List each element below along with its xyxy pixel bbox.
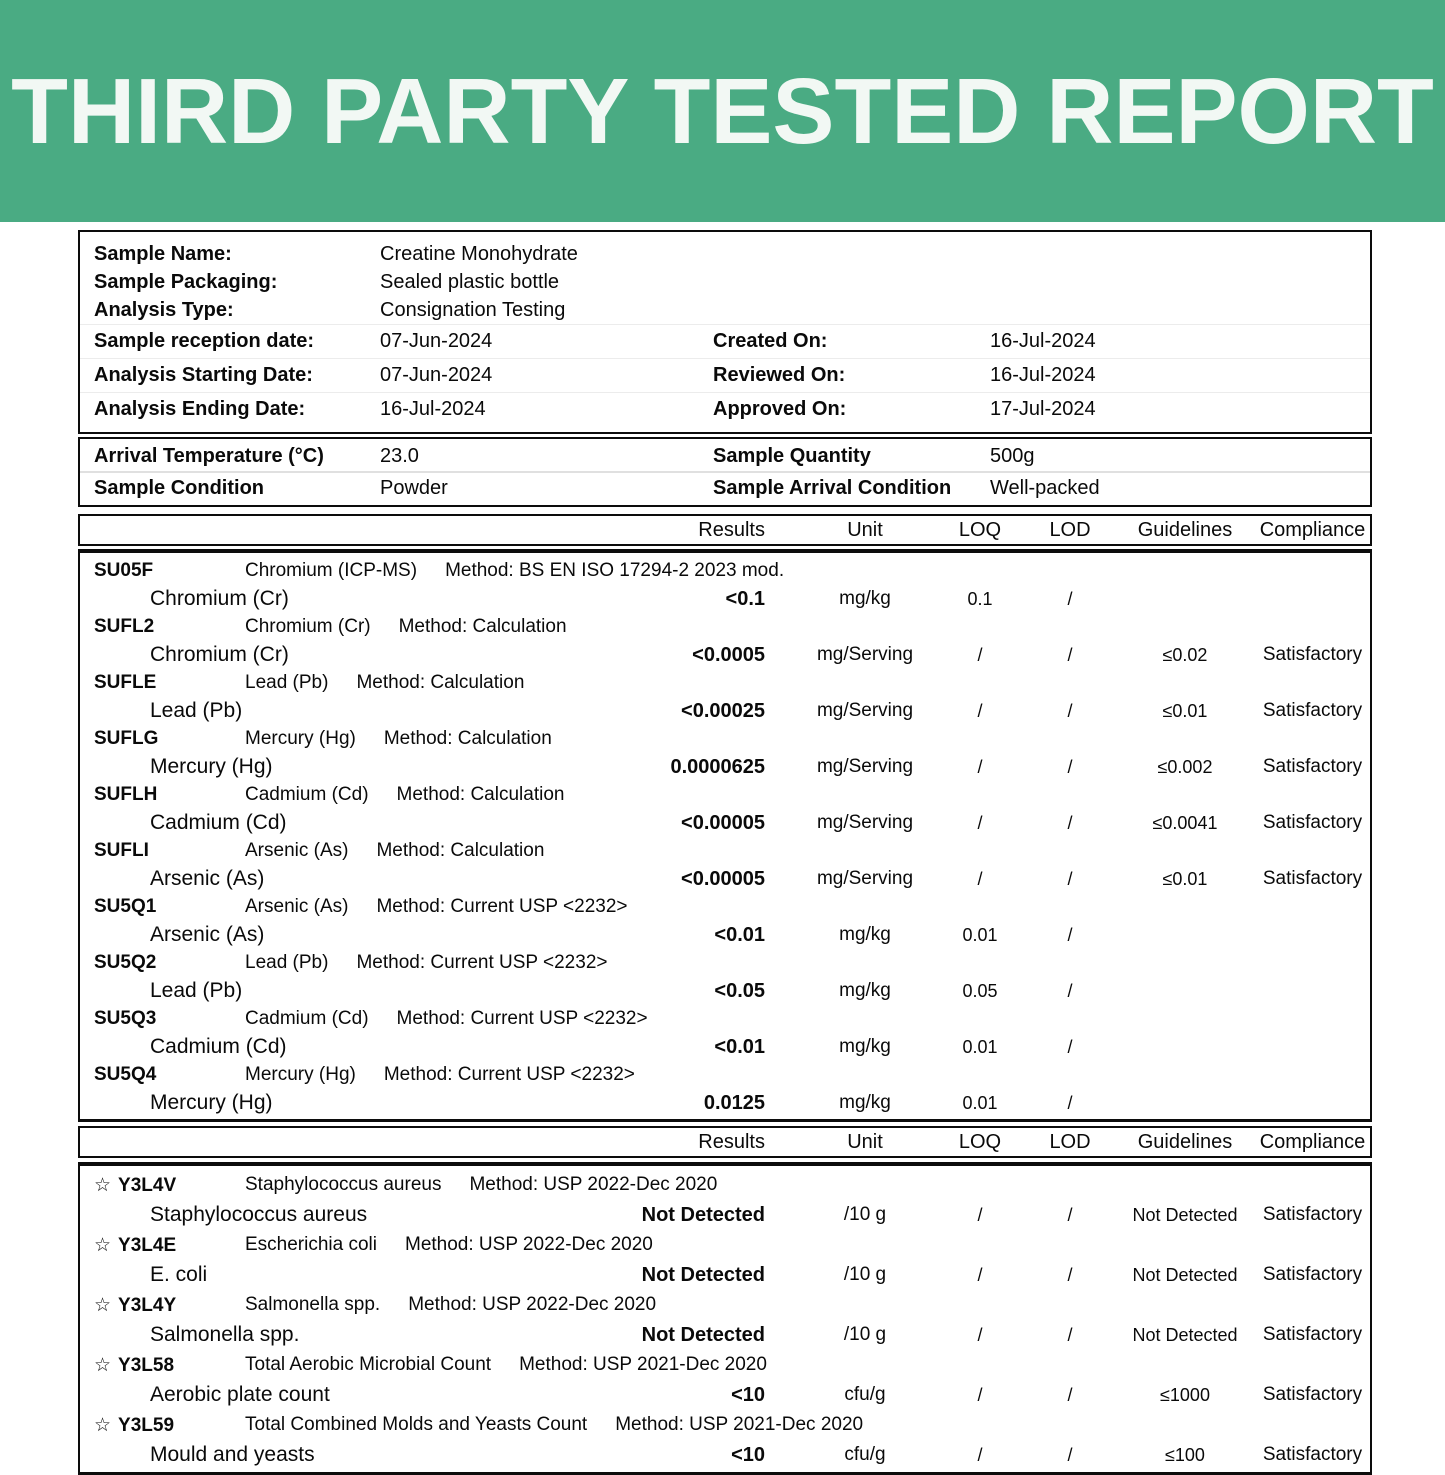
star-icon: ☆ — [94, 1174, 112, 1196]
microbiology-table — [78, 1162, 1372, 1475]
loq-value: / — [977, 756, 983, 777]
test-method: Method: Current USP <2232> — [356, 952, 608, 973]
result-value: <0.00025 — [681, 699, 765, 722]
test-code-cell — [94, 1234, 245, 1257]
test-result-row — [80, 1033, 1370, 1061]
test-method-row — [80, 781, 1370, 809]
info-value: 07-Jun-2024 — [380, 330, 493, 352]
unit-value: mg/kg — [839, 1036, 891, 1057]
test-result-row — [80, 1320, 1370, 1350]
sample-info-simple-rows — [80, 240, 1370, 324]
compliance-value: Satisfactory — [1262, 868, 1363, 889]
result-value: <0.1 — [725, 587, 765, 610]
info-label: Sample Packaging: — [94, 270, 278, 293]
lod-value: / — [1067, 1444, 1073, 1465]
unit-value: /10 g — [843, 1324, 887, 1345]
lod-value: / — [1067, 1204, 1073, 1225]
info-value: 500g — [990, 444, 1035, 467]
test-method-row — [80, 1005, 1370, 1033]
condition-row — [80, 471, 1370, 503]
guideline-value: ≤0.02 — [1162, 644, 1208, 665]
guideline-value: Not Detected — [1132, 1204, 1238, 1225]
test-method: Method: Calculation — [376, 840, 545, 861]
analyte-name: Mercury (Hg) — [150, 1091, 273, 1114]
analyte-name: Arsenic (As) — [150, 923, 265, 946]
analyte-name: Lead (Pb) — [150, 699, 243, 722]
test-method: Method: USP 2022-Dec 2020 — [408, 1294, 657, 1315]
test-method: Method: USP 2021-Dec 2020 — [519, 1354, 767, 1375]
column-header-compliance: Compliance — [1259, 1130, 1366, 1153]
info-label: Reviewed On: — [713, 364, 846, 386]
test-method: Method: BS EN ISO 17294-2 2023 mod. — [445, 560, 785, 581]
compliance-value: Satisfactory — [1262, 644, 1363, 665]
info-value: 16-Jul-2024 — [990, 364, 1096, 386]
test-code-cell — [94, 560, 245, 582]
lod-value: / — [1067, 756, 1073, 777]
guideline-value: ≤1000 — [1160, 1384, 1210, 1405]
test-name: Mercury (Hg) — [245, 728, 356, 749]
test-code-cell — [94, 1354, 245, 1377]
test-code: Y3L59 — [118, 1414, 175, 1436]
unit-value: mg/kg — [839, 1092, 891, 1113]
loq-value: / — [977, 812, 983, 833]
info-value: Consignation Testing — [380, 298, 566, 321]
unit-value: mg/Serving — [816, 700, 914, 721]
unit-value: mg/kg — [839, 924, 891, 945]
analyte-name: Lead (Pb) — [150, 979, 243, 1002]
info-label: Sample Name: — [94, 242, 232, 265]
test-name: Cadmium (Cd) — [245, 1008, 369, 1029]
test-code-cell — [94, 1174, 245, 1197]
test-method: Method: Calculation — [383, 728, 552, 749]
result-value: <0.00005 — [681, 867, 765, 890]
test-result-row — [80, 865, 1370, 893]
info-label: Analysis Ending Date: — [94, 398, 306, 420]
sample-info-box — [78, 230, 1372, 434]
info-value: 16-Jul-2024 — [990, 330, 1096, 352]
info-label: Arrival Temperature (°C) — [94, 444, 324, 467]
info-value: Creatine Monohydrate — [380, 242, 578, 265]
test-method-row — [80, 725, 1370, 753]
test-code: SUFLI — [94, 840, 149, 861]
column-header-results: Results — [698, 518, 765, 541]
analyte-name: Aerobic plate count — [150, 1383, 330, 1406]
test-name: Chromium (Cr) — [245, 616, 371, 637]
test-method-row — [80, 1230, 1370, 1260]
result-value: <0.01 — [714, 923, 765, 946]
result-value: <10 — [731, 1383, 765, 1406]
test-code-cell — [94, 1414, 245, 1437]
column-header-compliance: Compliance — [1259, 518, 1366, 541]
loq-value: / — [977, 1264, 983, 1285]
column-header-lod: LOD — [1049, 1130, 1091, 1153]
info-value: 07-Jun-2024 — [380, 364, 493, 386]
condition-row — [80, 441, 1370, 471]
test-code-cell — [94, 896, 245, 918]
sample-info-date-rows — [80, 324, 1370, 426]
test-method-row — [80, 613, 1370, 641]
test-method-row — [80, 1290, 1370, 1320]
analyte-name: Arsenic (As) — [150, 867, 265, 890]
info-value: 17-Jul-2024 — [990, 398, 1096, 420]
column-header-unit: Unit — [847, 1130, 883, 1153]
lod-value: / — [1067, 1324, 1073, 1345]
sample-info-row — [80, 296, 1370, 324]
test-name: Lead (Pb) — [245, 672, 329, 693]
loq-value: / — [977, 1384, 983, 1405]
info-label: Sample Arrival Condition — [713, 476, 952, 499]
test-code: SUFLH — [94, 784, 158, 805]
test-result-row — [80, 1380, 1370, 1410]
test-method: Method: Calculation — [396, 784, 565, 805]
compliance-value: Satisfactory — [1262, 1264, 1363, 1285]
analyte-name: Cadmium (Cd) — [150, 811, 287, 834]
unit-value: mg/Serving — [816, 812, 914, 833]
test-result-row — [80, 1089, 1370, 1117]
analyte-name: E. coli — [150, 1263, 208, 1286]
lod-value: / — [1067, 588, 1073, 609]
compliance-value: Satisfactory — [1262, 756, 1363, 777]
loq-value: / — [977, 644, 983, 665]
test-code-cell — [94, 1294, 245, 1317]
analyte-name: Salmonella spp. — [150, 1323, 300, 1346]
unit-value: mg/kg — [839, 980, 891, 1001]
test-code-cell — [94, 784, 245, 806]
test-method-row — [80, 669, 1370, 697]
column-header-lod: LOD — [1049, 518, 1091, 541]
test-code: SUFLE — [94, 672, 157, 693]
lod-value: / — [1067, 644, 1073, 665]
test-code: Y3L58 — [118, 1354, 175, 1376]
test-code: SU05F — [94, 560, 154, 581]
test-name: Escherichia coli — [245, 1234, 377, 1255]
column-header-guidelines: Guidelines — [1137, 518, 1233, 541]
loq-value: / — [977, 1444, 983, 1465]
lod-value: / — [1067, 700, 1073, 721]
test-code-cell — [94, 1008, 245, 1030]
result-value: 0.0000625 — [670, 755, 765, 778]
result-value: Not Detected — [641, 1203, 765, 1226]
unit-value: cfu/g — [844, 1384, 886, 1405]
guideline-value: ≤0.01 — [1162, 868, 1208, 889]
lod-value: / — [1067, 1264, 1073, 1285]
compliance-value: Satisfactory — [1262, 1444, 1363, 1465]
test-result-row — [80, 697, 1370, 725]
test-result-row — [80, 1200, 1370, 1230]
test-code: SUFLG — [94, 728, 159, 749]
loq-value: 0.05 — [962, 980, 998, 1001]
test-code: SU5Q2 — [94, 952, 157, 973]
result-value: <10 — [731, 1443, 765, 1466]
report-page — [78, 230, 1372, 1475]
test-result-row — [80, 977, 1370, 1005]
unit-value: mg/kg — [839, 588, 891, 609]
info-label: Approved On: — [713, 398, 847, 420]
info-label: Created On: — [713, 330, 828, 352]
result-value: <0.05 — [714, 979, 765, 1002]
unit-value: /10 g — [843, 1264, 887, 1285]
info-label: Sample reception date: — [94, 330, 315, 352]
result-value: <0.01 — [714, 1035, 765, 1058]
heavy-metals-table — [78, 549, 1372, 1122]
lod-value: / — [1067, 812, 1073, 833]
star-icon: ☆ — [94, 1234, 112, 1256]
test-code-cell — [94, 840, 245, 862]
lod-value: / — [1067, 1092, 1073, 1113]
unit-value: cfu/g — [844, 1444, 886, 1465]
info-value: 16-Jul-2024 — [380, 398, 486, 420]
guideline-value: Not Detected — [1132, 1264, 1238, 1285]
analyte-name: Chromium (Cr) — [150, 643, 289, 666]
test-code-cell — [94, 728, 245, 750]
analyte-name: Mould and yeasts — [150, 1443, 315, 1466]
test-method: Method: USP 2021-Dec 2020 — [615, 1414, 864, 1435]
report-banner — [0, 0, 1445, 222]
test-code: Y3L4Y — [118, 1294, 177, 1316]
lod-value: / — [1067, 1384, 1073, 1405]
unit-value: /10 g — [843, 1204, 887, 1225]
test-name: Staphylococcus aureus — [245, 1174, 442, 1195]
test-name: Arsenic (As) — [245, 896, 349, 917]
sample-date-row — [80, 324, 1370, 358]
info-value: Well-packed — [990, 476, 1100, 499]
lod-value: / — [1067, 868, 1073, 889]
lod-value: / — [1067, 924, 1073, 945]
guideline-value: ≤100 — [1165, 1444, 1205, 1465]
test-method: Method: Current USP <2232> — [376, 896, 628, 917]
sample-info-row — [80, 268, 1370, 296]
test-name: Lead (Pb) — [245, 952, 329, 973]
unit-value: mg/Serving — [816, 756, 914, 777]
compliance-value: Satisfactory — [1262, 1204, 1363, 1225]
test-name: Total Combined Molds and Yeasts Count — [245, 1414, 588, 1435]
unit-value: mg/Serving — [816, 868, 914, 889]
sample-date-row — [80, 392, 1370, 426]
analyte-name: Chromium (Cr) — [150, 587, 289, 610]
test-method-row — [80, 1410, 1370, 1440]
test-name: Total Aerobic Microbial Count — [245, 1354, 492, 1375]
unit-value: mg/Serving — [816, 644, 914, 665]
guideline-value: Not Detected — [1132, 1324, 1238, 1345]
test-code: SUFL2 — [94, 616, 155, 637]
lod-value: / — [1067, 980, 1073, 1001]
test-code: SU5Q3 — [94, 1008, 157, 1029]
analyte-name: Mercury (Hg) — [150, 755, 273, 778]
test-name: Arsenic (As) — [245, 840, 349, 861]
loq-value: 0.01 — [962, 924, 998, 945]
star-icon: ☆ — [94, 1414, 112, 1436]
test-method: Method: Calculation — [356, 672, 525, 693]
test-name: Salmonella spp. — [245, 1294, 381, 1315]
test-method: Method: Current USP <2232> — [383, 1064, 635, 1085]
guideline-value: ≤0.0041 — [1152, 812, 1218, 833]
loq-value: / — [977, 1324, 983, 1345]
compliance-value: Satisfactory — [1262, 1384, 1363, 1405]
test-name: Mercury (Hg) — [245, 1064, 356, 1085]
column-header-loq: LOQ — [958, 518, 1002, 541]
info-label: Analysis Starting Date: — [94, 364, 313, 386]
test-code: SU5Q1 — [94, 896, 157, 917]
loq-value: / — [977, 868, 983, 889]
test-name: Cadmium (Cd) — [245, 784, 369, 805]
test-name: Chromium (ICP-MS) — [245, 560, 418, 581]
sample-info-row — [80, 240, 1370, 268]
compliance-value: Satisfactory — [1262, 1324, 1363, 1345]
result-value: Not Detected — [641, 1323, 765, 1346]
test-method: Method: Calculation — [398, 616, 567, 637]
star-icon: ☆ — [94, 1354, 112, 1376]
info-value: 23.0 — [380, 444, 419, 467]
result-value: 0.0125 — [703, 1091, 765, 1114]
column-header-loq: LOQ — [958, 1130, 1002, 1153]
result-value: <0.00005 — [681, 811, 765, 834]
test-code-cell — [94, 952, 245, 974]
sample-condition-box — [78, 437, 1372, 507]
test-code: Y3L4V — [118, 1174, 177, 1196]
test-method-row — [80, 1170, 1370, 1200]
result-value: <0.0005 — [692, 643, 765, 666]
test-method-row — [80, 949, 1370, 977]
compliance-value: Satisfactory — [1262, 812, 1363, 833]
column-header-unit: Unit — [847, 518, 883, 541]
test-code-cell — [94, 672, 245, 694]
compliance-value: Satisfactory — [1262, 700, 1363, 721]
test-method-row — [80, 1350, 1370, 1380]
test-method: Method: USP 2022-Dec 2020 — [469, 1174, 718, 1195]
guideline-value: ≤0.01 — [1162, 700, 1208, 721]
page-title: THIRD PARTY TESTED REPORT — [11, 58, 1434, 163]
test-method: Method: Current USP <2232> — [396, 1008, 648, 1029]
info-value: Sealed plastic bottle — [380, 270, 560, 293]
test-result-row — [80, 641, 1370, 669]
test-result-row — [80, 1260, 1370, 1290]
info-label: Sample Condition — [94, 476, 264, 499]
column-header-results: Results — [698, 1130, 765, 1153]
info-label: Analysis Type: — [94, 298, 234, 321]
loq-value: 0.01 — [962, 1036, 998, 1057]
results-header-metals — [78, 514, 1372, 546]
test-result-row — [80, 921, 1370, 949]
star-icon: ☆ — [94, 1294, 112, 1316]
test-method-row — [80, 557, 1370, 585]
result-value: Not Detected — [641, 1263, 765, 1286]
test-code: Y3L4E — [118, 1234, 177, 1256]
analyte-name: Cadmium (Cd) — [150, 1035, 287, 1058]
loq-value: / — [977, 1204, 983, 1225]
results-header-micro — [78, 1126, 1372, 1158]
test-code-cell — [94, 1064, 245, 1086]
test-method: Method: USP 2022-Dec 2020 — [405, 1234, 653, 1255]
analyte-name: Staphylococcus aureus — [150, 1203, 368, 1226]
test-result-row — [80, 585, 1370, 613]
test-method-row — [80, 893, 1370, 921]
guideline-value: ≤0.002 — [1157, 756, 1213, 777]
info-value: Powder — [380, 476, 448, 499]
loq-value: 0.01 — [962, 1092, 998, 1113]
test-code-cell — [94, 616, 245, 638]
loq-value: 0.1 — [967, 588, 993, 609]
lod-value: / — [1067, 1036, 1073, 1057]
column-header-guidelines: Guidelines — [1137, 1130, 1233, 1153]
sample-date-row — [80, 358, 1370, 392]
test-result-row — [80, 753, 1370, 781]
info-label: Sample Quantity — [713, 444, 871, 467]
test-code: SU5Q4 — [94, 1064, 157, 1085]
test-method-row — [80, 837, 1370, 865]
test-result-row — [80, 809, 1370, 837]
test-method-row — [80, 1061, 1370, 1089]
loq-value: / — [977, 700, 983, 721]
